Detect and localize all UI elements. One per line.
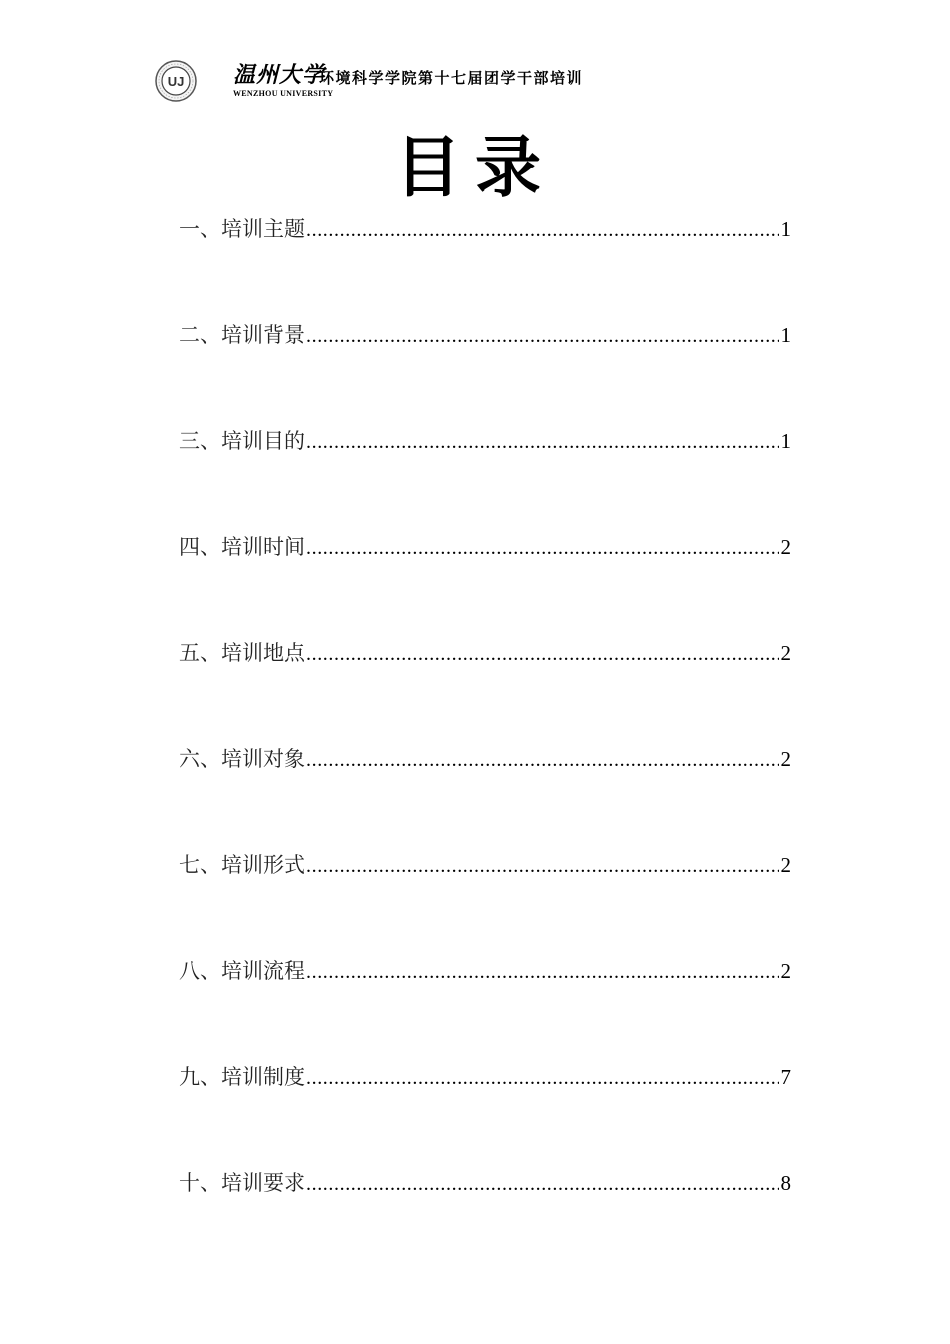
toc-entry-label: 五、培训地点 (179, 641, 305, 665)
toc-entry-page: 2 (780, 747, 791, 771)
page-title: 目录 (395, 128, 555, 206)
toc-leader-dots (306, 952, 779, 992)
toc-entry-label: 七、培训形式 (179, 853, 305, 877)
toc-entry-label: 二、培训背景 (179, 323, 305, 347)
toc-leader-dots (306, 846, 779, 886)
toc-entry-page: 1 (780, 429, 791, 453)
toc-entry-page: 2 (780, 959, 791, 983)
toc-entry-label: 一、培训主题 (179, 217, 305, 241)
page-header (155, 58, 715, 102)
seal-text: UJ (167, 74, 185, 89)
toc-entry-label: 九、培训制度 (179, 1065, 305, 1089)
toc-leader-dots (306, 1058, 779, 1098)
toc-entry[interactable] (179, 951, 791, 1057)
toc-entry[interactable] (179, 633, 791, 739)
document-header-title: 环境科学学院第十七届团学干部培训 (319, 69, 584, 87)
toc-entry-label: 四、培训时间 (179, 535, 305, 559)
toc-entry-page: 1 (780, 323, 791, 347)
university-name-en: WENZHOU UNIVERSITY (233, 89, 334, 98)
toc-entry[interactable] (179, 1057, 791, 1163)
university-seal-icon (155, 60, 197, 102)
university-name: 温州大学 (233, 62, 326, 88)
toc-entry[interactable] (179, 315, 791, 421)
toc-entry[interactable] (179, 739, 791, 845)
toc-leader-dots (306, 634, 779, 674)
toc-leader-dots (306, 210, 779, 250)
toc-entry[interactable] (179, 209, 791, 315)
toc-entry-label: 十、培训要求 (179, 1171, 305, 1195)
toc-entry-page: 7 (780, 1065, 791, 1089)
toc-entry-label: 八、培训流程 (179, 959, 305, 983)
toc-entry-label: 三、培训目的 (179, 429, 305, 453)
university-logo (233, 62, 334, 98)
toc-entry[interactable] (179, 421, 791, 527)
toc-leader-dots (306, 422, 779, 462)
toc-leader-dots (306, 528, 779, 568)
toc-entry-label: 六、培训对象 (179, 747, 305, 771)
toc-entry[interactable] (179, 845, 791, 951)
toc-entry-page: 2 (780, 853, 791, 877)
toc-entry-page: 8 (780, 1171, 791, 1195)
table-of-contents (179, 209, 791, 1269)
toc-leader-dots (306, 316, 779, 356)
toc-entry-page: 2 (780, 535, 791, 559)
toc-entry-page: 1 (780, 217, 791, 241)
toc-entry-page: 2 (780, 641, 791, 665)
toc-entry[interactable] (179, 1163, 791, 1269)
toc-entry[interactable] (179, 527, 791, 633)
toc-leader-dots (306, 740, 779, 780)
toc-leader-dots (306, 1164, 779, 1204)
